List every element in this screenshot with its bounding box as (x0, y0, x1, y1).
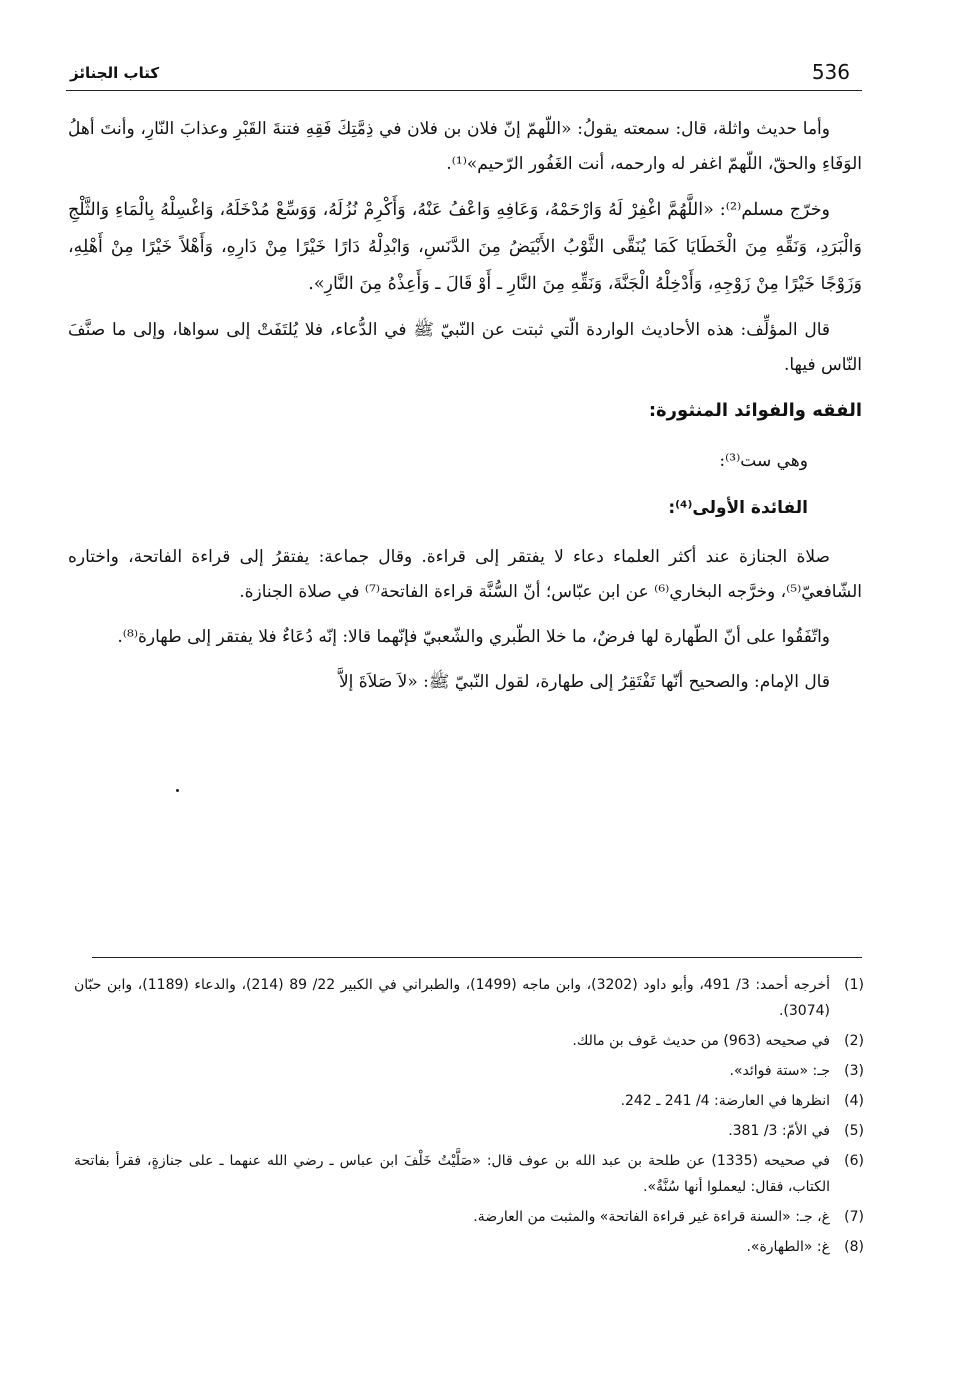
footnote-number: (8) (844, 1239, 864, 1255)
footnote-text: انظرها في العارضة: 4/ 241 ـ 242. (620, 1093, 830, 1109)
benefits-count-line: وهي ست⁽³⁾: (719, 451, 808, 471)
footnote-divider (92, 957, 862, 958)
footnote-text: في الأمّ: 3/ 381. (728, 1123, 830, 1139)
footnote (74, 972, 864, 1024)
footnote-number: (7) (844, 1209, 864, 1225)
page-number: 536 (811, 60, 850, 84)
footnote-number: (5) (844, 1123, 864, 1139)
footnote-number: (6) (844, 1153, 864, 1169)
footnote-number: (3) (844, 1063, 864, 1079)
footnote (74, 1118, 864, 1144)
footnote-text: أخرجه أحمد: 3/ 491، وأبو داود (3202)، وابن ماجه (1499)، والطبراني في الكبير 22/ 89 (214)، والدعاء (1189)، وابن حبّان (3074). (74, 977, 831, 1019)
footnote-text: في صحيحه (963) من حديث عَوف بن مالك. (572, 1033, 830, 1049)
footnote-text: غ، جـ: «السنة قراءة غير قراءة الفاتحة» والمثبت من العارضة. (473, 1209, 830, 1225)
footnote-number: (4) (844, 1093, 864, 1109)
footnote-number: (1) (844, 977, 864, 993)
footnote (74, 1058, 864, 1084)
page-header (66, 60, 862, 91)
paragraph-author-comment: قال المؤلِّف: هذه الأحاديث الواردة الّتي ثبتت عن النّبيّ ﷺ في الدُّعاء، فلا يُلتَفَتْ إلى سواها، وإلى ما صنَّفَ النّاس فيها. (68, 320, 862, 375)
footnote-text: في صحيحه (1335) عن طلحة بن عبد الله بن عوف قال: «صَلَّيْتُ خَلْفَ ابن عباس ـ رضي الله عنهما ـ على جنازةٍ، فقرأ بفاتحة الكتاب، فقال: ليعملوا أنها سُنَّةٌ». (74, 1153, 831, 1195)
footnote-number: (2) (844, 1033, 864, 1049)
main-text (68, 112, 862, 710)
paragraph-muslim-hadith: وخرّج مسلم⁽²⁾: «اللَّهُمَّ اغْفِرْ لَهُ وَارْحَمْهُ، وَعَافِهِ وَاعْفُ عَنْهُ، وَأَكْرِمْ نُزُلَهُ، وَوَسِّعْ مُدْخَلَهُ، وَاغْسِلْهُ بِالْمَاءِ وَالثَّلْجِ وَالْبَرَدِ، وَنَقِّهِ مِنَ الْخَطَايَا كَمَا يُنَقَّى الثَّوْبُ الأَبْيَضُ مِنَ الدَّنَسِ، وَابْدِلْهُ دَارًا خَيْرًا مِنْ دَارِهِ، وَأَهْلاً خَيْرًا مِنْ أَهْلِهِ، وَزَوْجًا خَيْرًا مِنْ زَوْجِهِ، وَأَدْخِلْهُ الْجَنَّةَ، وَنَقِّهِ مِنَ النَّارِ ـ أَوْ قَالَ ـ وَأَعِذْهُ مِنَ النَّارِ». (68, 200, 862, 294)
footnote-text: غ: «الطهارة». (746, 1239, 830, 1255)
paragraph-wathila-hadith: وأما حديث واثلة، قال: سمعته يقولُ: «اللّهمّ إنّ فلان بن فلان في ذِمَّتِكَ فَقِهِ فتنةَ القَبْرِ وعذابَ النّارِ، وأنتَ أهلُ الوَفَاءِ والحقّ، اللّهمّ اغفر له وارحمه، أنت الغَفُور الرّحيم»⁽¹⁾. (68, 119, 862, 174)
section-heading: الفقه والفوائد المنثورة: (648, 400, 862, 421)
paragraph-funeral-prayer: صلاة الجنازة عند أكثر العلماء دعاء لا يفتقر إلى قراءة. وقال جماعة: يفتقرُ إلى قراءة الفاتحة، واختاره الشّافعيّ⁽⁵⁾، وخرَّجه البخاري⁽⁶⁾ عن ابن عبّاس؛ أنّ السُّنَّة قراءة الفاتحة⁽⁷⁾ في صلاة الجنازة. (68, 547, 862, 602)
footnote (74, 1204, 864, 1230)
paragraph-imam-opinion: قال الإمام: والصحيح أنّها تَفْتَقِرُ إلى طهارة، لقول النّبيّ ﷺ: «لاَ صَلاَةَ إلاَّ (338, 672, 830, 692)
footnote (74, 1148, 864, 1200)
paragraph-purity: واتّفَقُوا على أنّ الطّهارة لها فرضٌ، ما خلا الطّبري والشّعبيّ فإنّهما قالا: إنّه دُعَاءٌ فلا يفتقر إلى طهارة⁽⁸⁾. (117, 627, 830, 647)
stray-mark (176, 789, 179, 792)
footnote (74, 1028, 864, 1054)
first-benefit-heading: الفائدة الأولى⁽⁴⁾: (668, 498, 808, 518)
running-title: كتاب الجنائز (70, 64, 160, 82)
footnotes (74, 972, 864, 1264)
footnote (74, 1088, 864, 1114)
footnote-text: جـ: «ستة فوائد». (729, 1063, 830, 1079)
footnote (74, 1234, 864, 1260)
